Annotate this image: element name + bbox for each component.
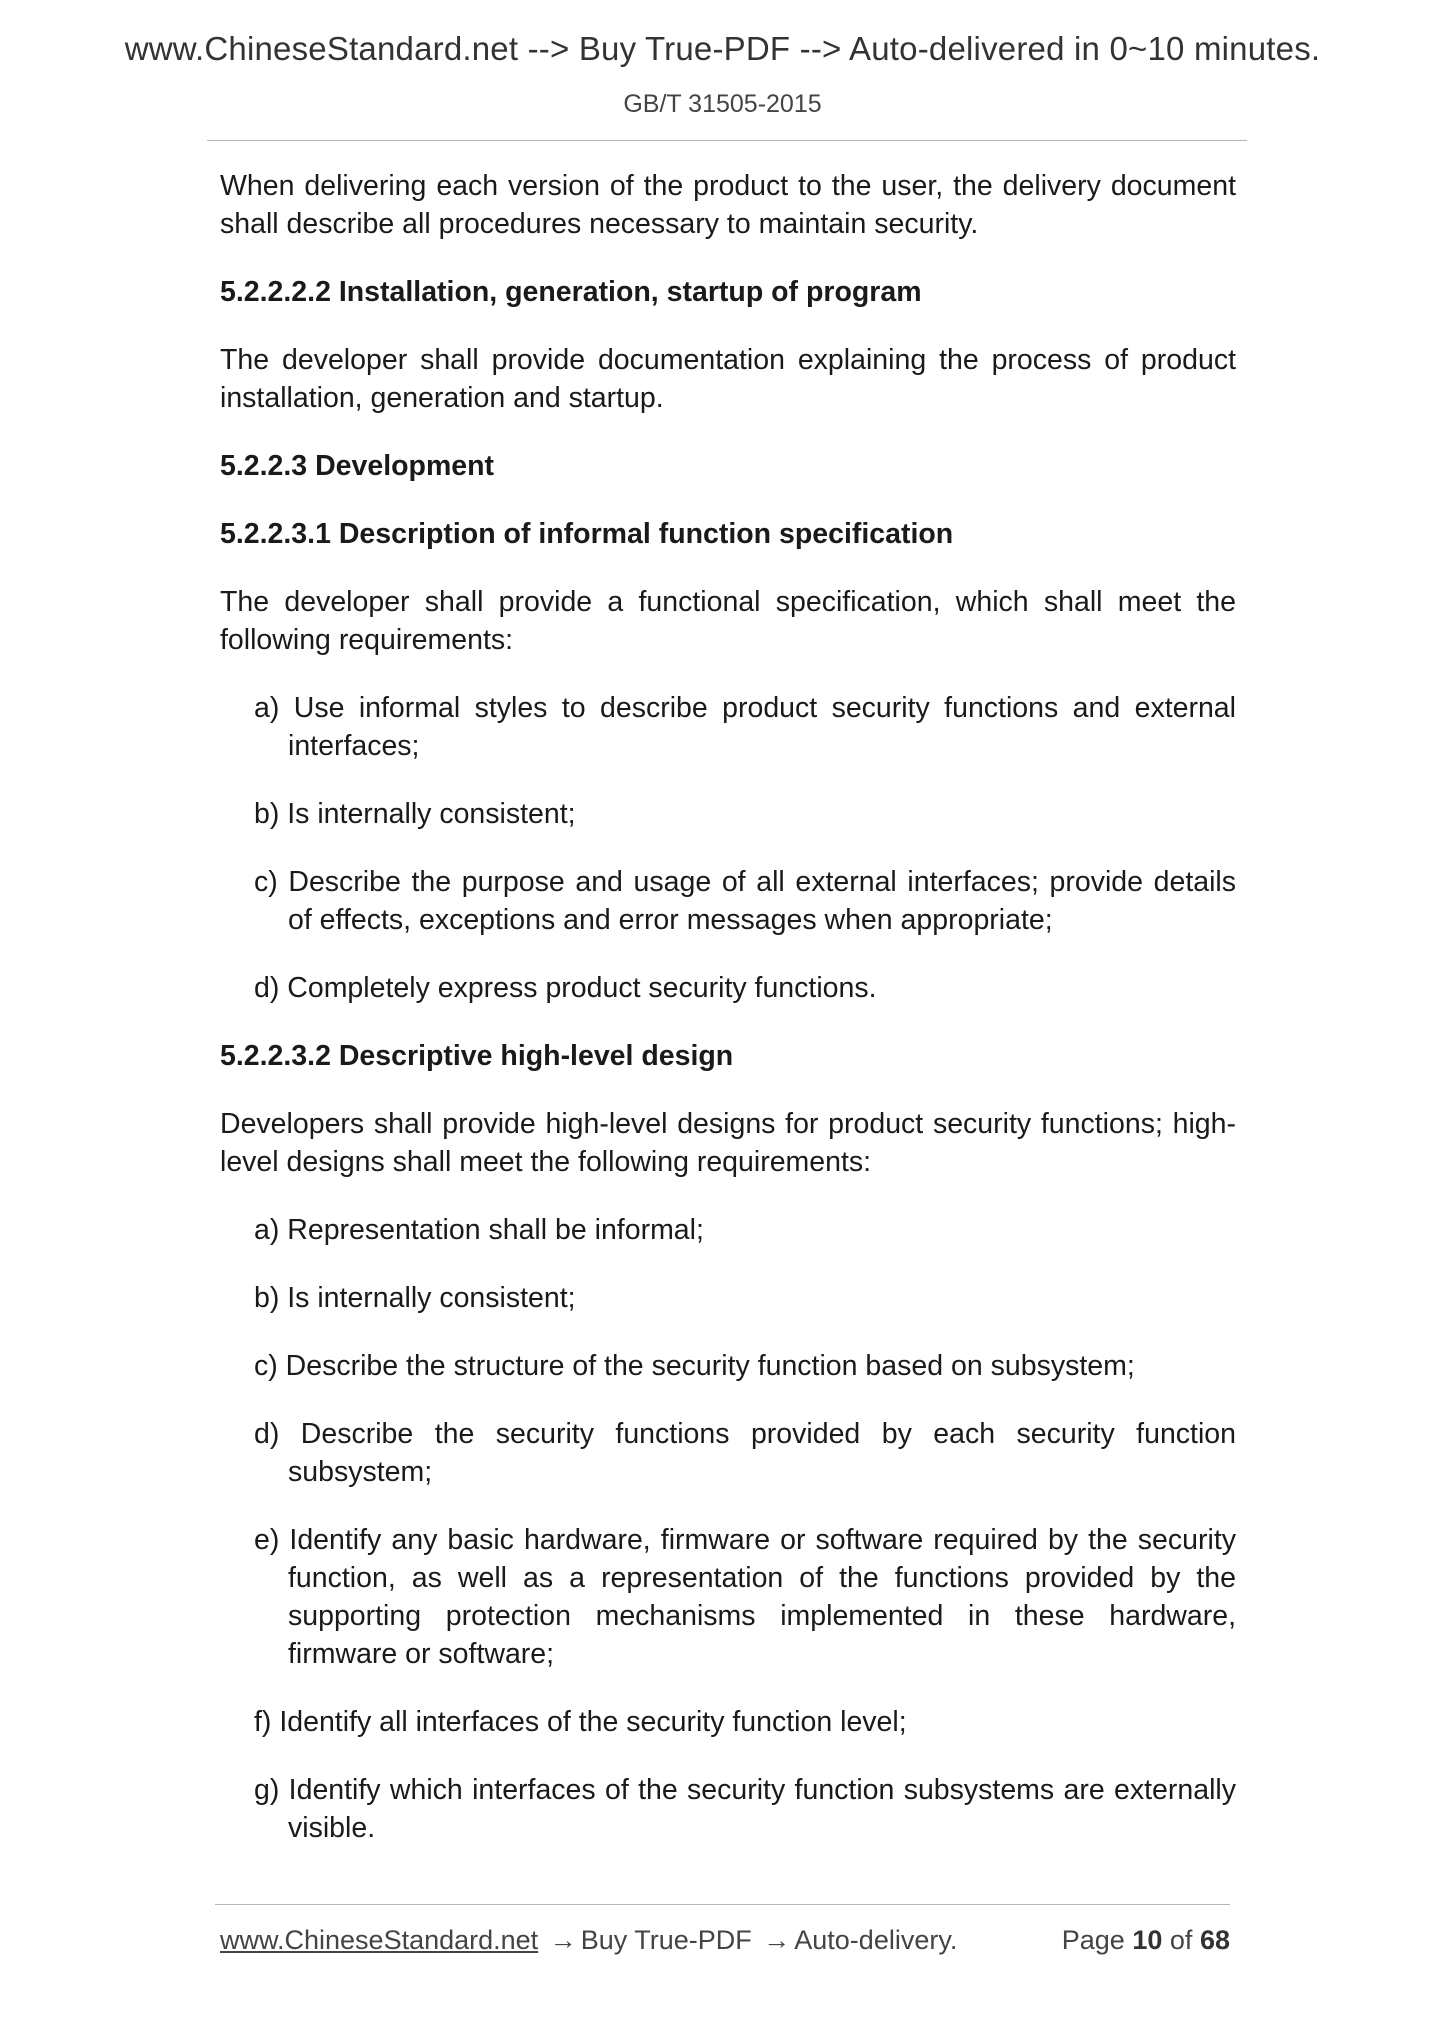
list-item: b) Is internally consistent; — [254, 1282, 576, 1314]
page-label: Page — [1061, 1925, 1125, 1955]
list-item: e) Identify any basic hardware, firmware or software required by the security function, as well as a representation of the functions provided by the supporting protection mechanisms implemented in these hardware, firmware or software; — [254, 1524, 1236, 1670]
arrow-right-icon: → — [763, 1925, 791, 1955]
page-footer — [220, 1925, 1230, 1956]
section-heading-5-2-2-2-2: 5.2.2.2.2 Installation, generation, startup of program — [220, 276, 922, 308]
list-item: a) Representation shall be informal; — [254, 1214, 704, 1246]
footer-site-link[interactable]: www.ChineseStandard.net — [220, 1925, 539, 1955]
list-item: c) Describe the purpose and usage of all external interfaces; provide details of effects, exceptions and error messages when appropriate; — [254, 866, 1236, 936]
section-heading-5-2-2-3-1: 5.2.2.3.1 Description of informal function specification — [220, 518, 954, 550]
section-heading-5-2-2-3: 5.2.2.3 Development — [220, 450, 495, 482]
list-item: g) Identify which interfaces of the security function subsystems are externally visible. — [254, 1774, 1236, 1844]
header-divider — [207, 140, 1247, 141]
paragraph-installation: The developer shall provide documentation explaining the process of product installation, generation and startup. — [220, 344, 1236, 414]
intro-paragraph: When delivering each version of the product to the user, the delivery document shall describe all procedures necessary to maintain security. — [220, 170, 1236, 240]
list-item: d) Completely express product security functions. — [254, 972, 877, 1004]
footer-divider — [215, 1904, 1230, 1905]
list-item: a) Use informal styles to describe product security functions and external interfaces; — [254, 692, 1236, 762]
list-item: c) Describe the structure of the security function based on subsystem; — [254, 1350, 1135, 1382]
list-item: f) Identify all interfaces of the security function level; — [254, 1706, 907, 1738]
total-pages: 68 — [1199, 1925, 1230, 1955]
top-banner: www.ChineseStandard.net --> Buy True-PDF --> Auto-delivered in 0~10 minutes. — [124, 30, 1321, 67]
section-heading-5-2-2-3-2: 5.2.2.3.2 Descriptive high-level design — [220, 1040, 734, 1072]
page-indicator — [1062, 1925, 1230, 1956]
list-item: b) Is internally consistent; — [254, 798, 576, 830]
paragraph-functional-spec: The developer shall provide a functional specification, which shall meet the following requirements: — [220, 586, 1236, 656]
standard-code: GB/T 31505-2015 — [623, 90, 822, 118]
footer-delivery-text: Auto-delivery. — [794, 1925, 958, 1955]
page-number: 10 — [1132, 1925, 1163, 1955]
of-label: of — [1169, 1925, 1193, 1955]
arrow-right-icon: → — [549, 1925, 577, 1955]
paragraph-high-level-design: Developers shall provide high-level designs for product security functions; high-level designs shall meet the following requirements: — [220, 1108, 1236, 1178]
footer-buy-text: Buy True-PDF — [580, 1925, 752, 1955]
list-item: d) Describe the security functions provided by each security function subsystem; — [254, 1418, 1236, 1488]
document-body — [220, 167, 1236, 1877]
